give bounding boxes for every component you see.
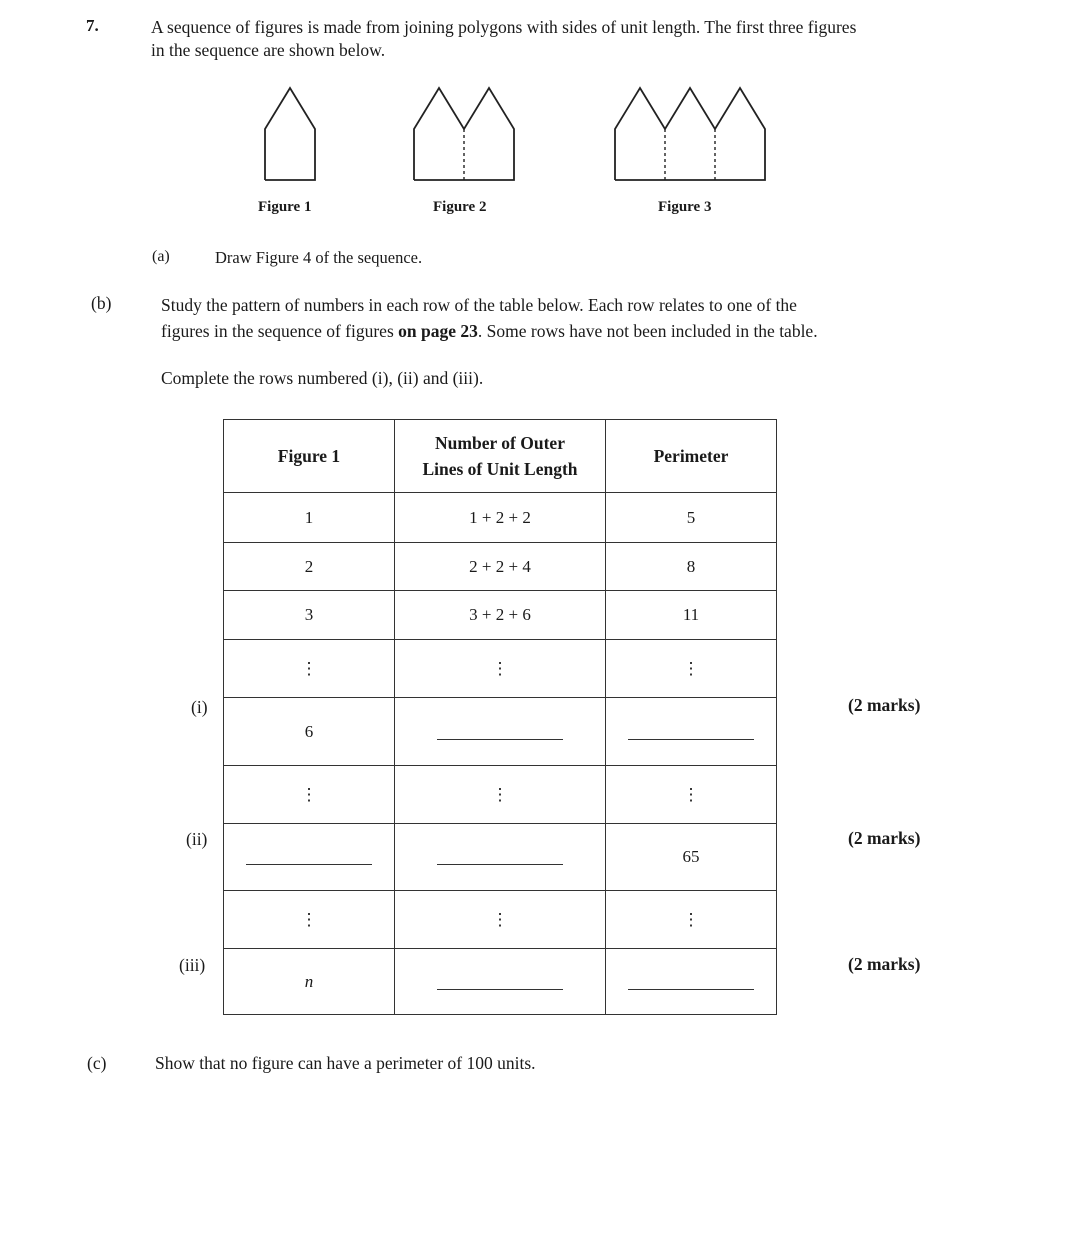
figure-2-caption: Figure 2 [433, 199, 487, 215]
part-b-text: Study the pattern of numbers in each row of the table below. Each row relates to one of the figures in the sequence of figures on page 23. Some rows have not been included in the table. [161, 295, 818, 341]
table-row-i [224, 698, 777, 766]
cell-figure: 2 [224, 543, 395, 591]
header-lines: Number of Outer Lines of Unit Length [395, 420, 606, 493]
table-row [224, 493, 777, 543]
ellipsis-cell: ⋮ [606, 766, 777, 824]
figure-1-caption: Figure 1 [258, 199, 312, 215]
table-ellipsis-row [224, 891, 777, 949]
part-c-text: Show that no figure can have a perimeter of 100 units. [155, 1053, 536, 1073]
row-ii-label: (ii) [186, 829, 208, 849]
table-ellipsis-row [224, 766, 777, 824]
ellipsis-cell: ⋮ [395, 891, 606, 949]
marks-row-iii: (2 marks) [848, 954, 921, 974]
header-figure: Figure 1 [224, 420, 395, 493]
row-iii-perimeter-answer[interactable] [606, 949, 777, 1015]
question-intro: A sequence of figures is made from joining polygons with sides of unit length. The first three figures in the sequence are shown below. [151, 17, 857, 60]
sequence-figures-diagram [0, 0, 1076, 200]
table-row-iii [224, 949, 777, 1015]
cell-figure: 1 [224, 493, 395, 543]
ellipsis-cell: ⋮ [395, 640, 606, 698]
figure-3-shape [615, 88, 765, 180]
cell-lines: 2 + 2 + 4 [395, 543, 606, 591]
part-a-text: Draw Figure 4 of the sequence. [215, 248, 423, 267]
table-ellipsis-row [224, 640, 777, 698]
row-iii-lines-answer[interactable] [395, 949, 606, 1015]
cell-lines: 1 + 2 + 2 [395, 493, 606, 543]
part-b-label: (b) [91, 293, 112, 313]
figure-3-caption: Figure 3 [658, 199, 712, 215]
cell-figure: 3 [224, 591, 395, 640]
marks-row-ii: (2 marks) [848, 828, 921, 848]
part-c-label: (c) [87, 1053, 107, 1073]
table-row [224, 591, 777, 640]
row-ii-lines-answer[interactable] [395, 824, 606, 891]
row-i-lines-answer[interactable] [395, 698, 606, 766]
row-iii-label: (iii) [179, 955, 206, 975]
row-ii-figure-answer[interactable] [224, 824, 395, 891]
question-number: 7. [86, 16, 99, 35]
ellipsis-cell: ⋮ [224, 766, 395, 824]
sequence-table [223, 419, 777, 1015]
row-i-label: (i) [191, 697, 208, 717]
cell-perimeter: 8 [606, 543, 777, 591]
marks-row-i: (2 marks) [848, 695, 921, 715]
ellipsis-cell: ⋮ [606, 640, 777, 698]
row-i-figure: 6 [224, 698, 395, 766]
table-header-row [224, 420, 777, 493]
ellipsis-cell: ⋮ [224, 640, 395, 698]
row-i-perimeter-answer[interactable] [606, 698, 777, 766]
table-row-ii [224, 824, 777, 891]
header-perimeter: Perimeter [606, 420, 777, 493]
row-ii-perimeter: 65 [606, 824, 777, 891]
row-iii-figure: n [224, 949, 395, 1015]
ellipsis-cell: ⋮ [395, 766, 606, 824]
ellipsis-cell: ⋮ [606, 891, 777, 949]
part-b-instruction: Complete the rows numbered (i), (ii) and (iii). [161, 368, 484, 388]
ellipsis-cell: ⋮ [224, 891, 395, 949]
cell-lines: 3 + 2 + 6 [395, 591, 606, 640]
figure-1-shape [265, 88, 315, 180]
figure-2-shape [414, 88, 514, 180]
cell-perimeter: 11 [606, 591, 777, 640]
table-row [224, 543, 777, 591]
part-a-label: (a) [152, 248, 170, 265]
cell-perimeter: 5 [606, 493, 777, 543]
